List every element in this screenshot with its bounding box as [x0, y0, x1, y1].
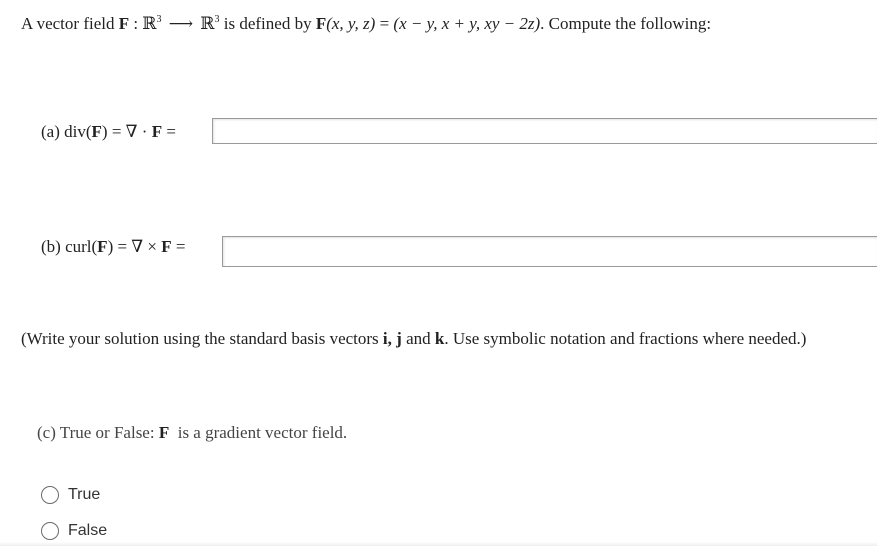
instructions-text: [21, 328, 806, 350]
definition-field-symbol: F: [315, 14, 327, 33]
intro-suffix: . Compute the following:: [540, 14, 712, 33]
definition-equals: =: [375, 14, 394, 33]
part-b-field-2: F: [161, 237, 172, 256]
codomain-symbol: ℝ: [200, 14, 215, 33]
part-a-prefix: (a) div(: [41, 122, 92, 141]
instructions-suffix: . Use symbolic notation and fractions where needed.): [444, 329, 807, 348]
option-true-label: True: [68, 486, 101, 503]
instructions-prefix: (Write your solution using the standard basis vectors: [21, 329, 383, 348]
domain-symbol: ℝ: [142, 14, 157, 33]
option-false-label: False: [68, 522, 108, 539]
divergence-answer-input[interactable]: [212, 118, 877, 144]
bottom-divider: [0, 542, 877, 546]
part-b-suffix: =: [171, 237, 186, 256]
part-c-prefix: (c) True or False:: [37, 423, 159, 442]
definition-variables: (x, y, z): [326, 14, 376, 33]
field-symbol: F: [118, 14, 130, 33]
part-b-field: F: [97, 237, 108, 256]
part-b-middle: ) = ∇ ×: [107, 237, 162, 256]
part-a-suffix: =: [162, 122, 176, 141]
option-false[interactable]: [41, 522, 107, 540]
part-c-question: [37, 422, 347, 444]
colon: :: [129, 14, 143, 33]
defined-by-text: is defined by: [219, 14, 316, 33]
part-b-label: [41, 236, 186, 258]
part-a-middle: ) = ∇ ·: [101, 122, 152, 141]
basis-vectors-ij: i, j: [382, 329, 402, 348]
intro-prefix: A vector field: [21, 14, 119, 33]
definition-components: (x − y, x + y, xy − 2z): [393, 14, 541, 33]
codomain-exponent: 3: [214, 14, 220, 25]
radio-circle-icon[interactable]: [41, 486, 59, 504]
instructions-and: and: [401, 329, 435, 348]
part-c-field: F: [158, 423, 170, 442]
radio-circle-icon[interactable]: [41, 522, 59, 540]
problem-statement: [21, 13, 711, 35]
part-a-field-2: F: [151, 122, 163, 141]
basis-vector-k: k: [434, 329, 445, 348]
curl-answer-input[interactable]: [222, 236, 877, 267]
option-true[interactable]: [41, 486, 100, 504]
part-a-label: [41, 121, 176, 143]
domain-exponent: 3: [156, 14, 162, 25]
part-b-prefix: (b) curl(: [41, 237, 98, 256]
part-a-field: F: [91, 122, 102, 141]
part-c-suffix: is a gradient vector field.: [169, 423, 348, 442]
arrow-symbol: ⟶: [168, 14, 194, 33]
